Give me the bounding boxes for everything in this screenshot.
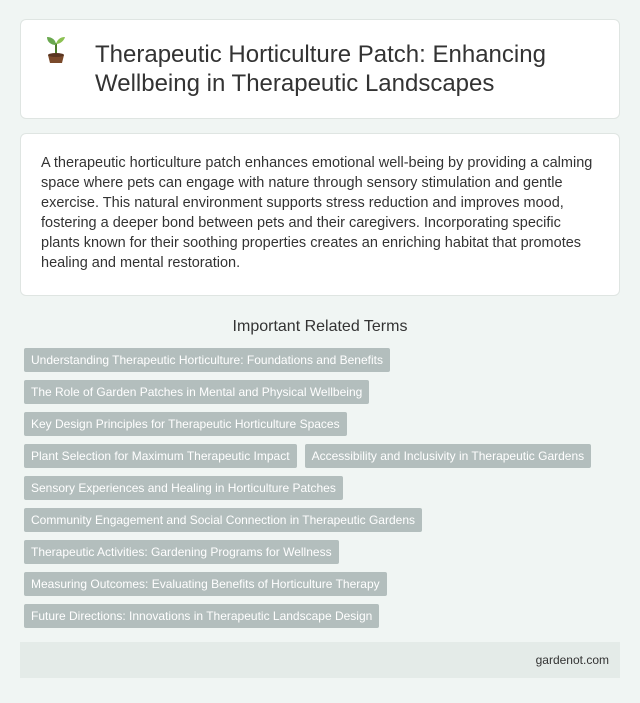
related-term-tag[interactable]: Accessibility and Inclusivity in Therapeutic Gardens	[305, 444, 592, 468]
related-term-tag[interactable]: Future Directions: Innovations in Therapeutic Landscape Design	[24, 604, 379, 628]
related-term-tag[interactable]: Therapeutic Activities: Gardening Programs for Wellness	[24, 540, 339, 564]
related-terms-list	[20, 348, 620, 636]
footer	[20, 642, 620, 678]
related-terms-section	[20, 318, 620, 636]
footer-site-link[interactable]: gardenot.com	[535, 653, 609, 667]
title-card	[20, 19, 620, 119]
page-title: Therapeutic Horticulture Patch: Enhancing Wellbeing in Therapeutic Landscapes	[95, 41, 546, 97]
related-terms-heading: Important Related Terms	[232, 318, 408, 335]
related-term-tag[interactable]: Understanding Therapeutic Horticulture: Foundations and Benefits	[24, 348, 390, 372]
title-row	[41, 40, 599, 98]
related-term-tag[interactable]: Plant Selection for Maximum Therapeutic Impact	[24, 444, 297, 468]
related-term-tag[interactable]: Measuring Outcomes: Evaluating Benefits of Horticulture Therapy	[24, 572, 387, 596]
related-term-tag[interactable]: Sensory Experiences and Healing in Horticulture Patches	[24, 476, 343, 500]
description-text: A therapeutic horticulture patch enhances emotional well-being by providing a calming space where pets can engage with nature through sensory stimulation and gentle exercise. This natural environment supports stress reduction and improves mood, fostering a deeper bond between pets and their caregivers. Incorporating specific plants known for their soothing properties creates an enriching habitat that promotes healing and mental restoration.	[41, 155, 593, 271]
description-card	[20, 133, 620, 296]
related-term-tag[interactable]: Community Engagement and Social Connection in Therapeutic Gardens	[24, 508, 422, 532]
seedling-icon	[41, 34, 71, 64]
related-term-tag[interactable]: Key Design Principles for Therapeutic Horticulture Spaces	[24, 412, 347, 436]
related-term-tag[interactable]: The Role of Garden Patches in Mental and Physical Wellbeing	[24, 380, 369, 404]
